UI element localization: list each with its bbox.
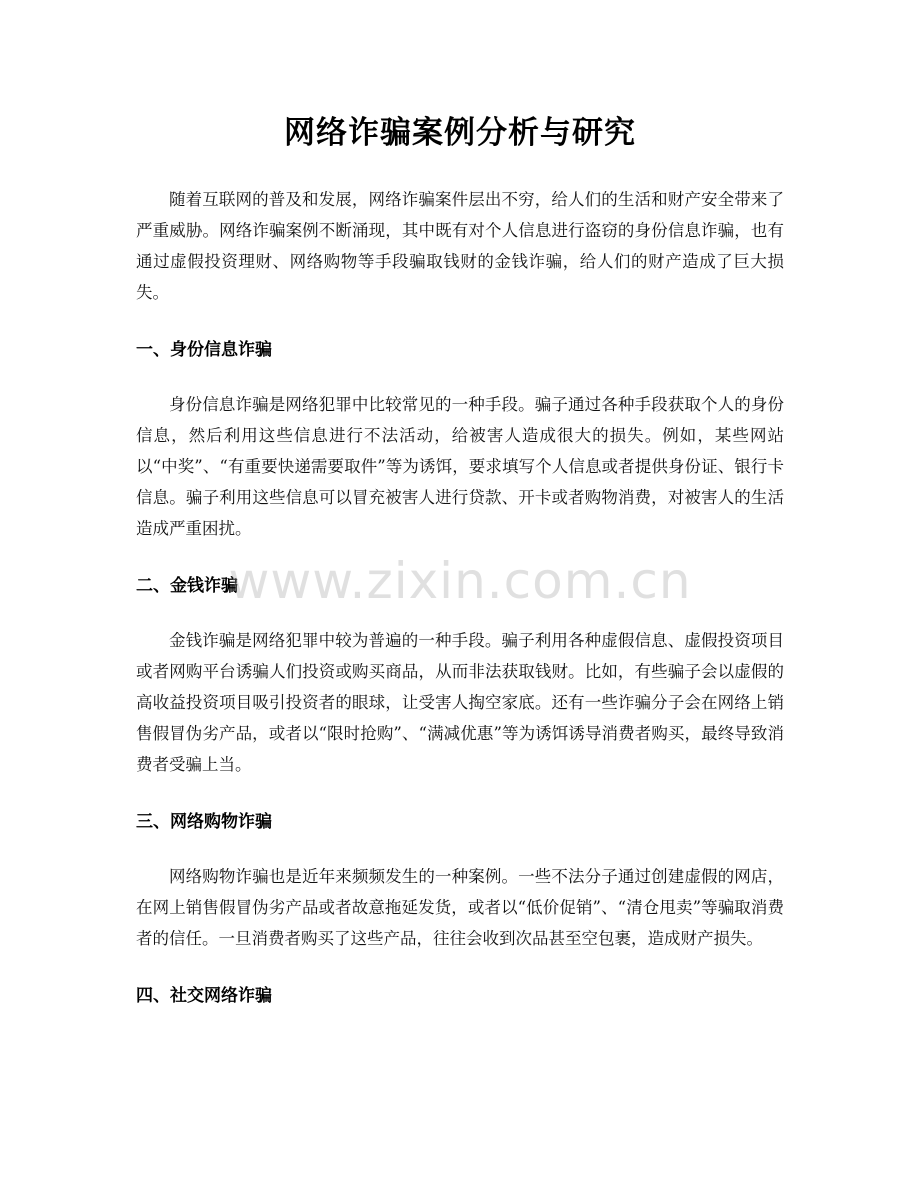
section-paragraph: 网络购物诈骗也是近年来频频发生的一种案例。一些不法分子通过创建虚假的网店，在网上销售假冒伪劣产品或者故意拖延发货，或者以“低价促销”、“清仓甩卖”等骗取消费者的信任。一旦消费者购买了这些产品，往往会收到次品甚至空包裹，造成财产损失。 <box>136 867 784 948</box>
section-social-network-fraud <box>136 981 784 1011</box>
section-identity-fraud <box>136 335 784 544</box>
section-heading: 二、金钱诈骗 <box>136 576 238 596</box>
section-heading: 三、网络购物诈骗 <box>136 812 272 832</box>
document-title: 网络诈骗案例分析与研究 <box>284 115 636 151</box>
section-heading: 一、身份信息诈骗 <box>136 340 272 360</box>
section-heading: 四、社交网络诈骗 <box>136 986 272 1006</box>
section-money-fraud <box>136 571 784 780</box>
intro-paragraph: 随着互联网的普及和发展，网络诈骗案件层出不穷，给人们的生活和财产安全带来了严重威胁。网络诈骗案例不断涌现，其中既有对个人信息进行盗窃的身份信息诈骗，也有通过虚假投资理财、网络购物等手段骗取钱财的金钱诈骗，给人们的财产造成了巨大损失。 <box>136 190 784 302</box>
watermark-text: www.zixin.com.cn <box>228 552 692 610</box>
section-paragraph: 身份信息诈骗是网络犯罪中比较常见的一种手段。骗子通过各种手段获取个人的身份信息，然后利用这些信息进行不法活动，给被害人造成很大的损失。例如，某些网站以“中奖”、“有重要快递需要取件”等为诱饵，要求填写个人信息或者提供身份证、银行卡信息。骗子利用这些信息可以冒充被害人进行贷款、开卡或者购物消费，对被害人的生活造成严重困扰。 <box>136 395 784 538</box>
document-content <box>136 108 784 1035</box>
section-online-shopping-fraud <box>136 807 784 954</box>
section-paragraph: 金钱诈骗是网络犯罪中较为普遍的一种手段。骗子利用各种虚假信息、虚假投资项目或者网购平台诱骗人们投资或购买商品，从而非法获取钱财。比如，有些骗子会以虚假的高收益投资项目吸引投资者的眼球，让受害人掏空家底。还有一些诈骗分子会在网络上销售假冒伪劣产品，或者以“限时抢购”、“满减优惠”等为诱饵诱导消费者购买，最终导致消费者受骗上当。 <box>136 631 784 774</box>
